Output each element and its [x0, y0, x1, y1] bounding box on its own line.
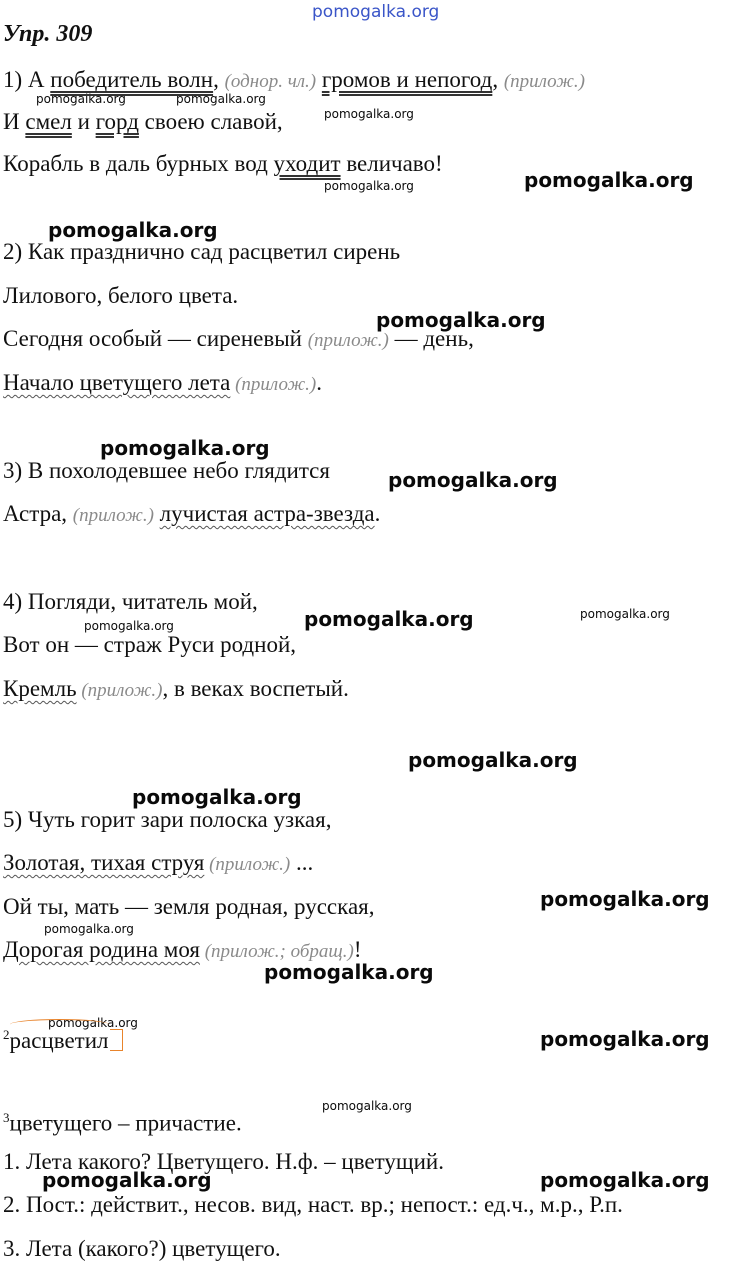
watermark: pomogalka.org: [304, 607, 474, 631]
watermark: pomogalka.org: [176, 92, 266, 106]
appositive: лучистая астра-звезда: [159, 501, 375, 526]
text: ,: [492, 67, 504, 92]
text: .: [316, 370, 322, 395]
morph-word-text: расцветил: [9, 1027, 109, 1053]
watermark: pomogalka.org: [48, 218, 218, 242]
sentence-1-line-2: [3, 108, 283, 136]
sentence-1-line-3: [3, 150, 443, 178]
watermark: pomogalka.org: [42, 1168, 212, 1192]
watermark-top[interactable]: pomogalka.org: [312, 2, 440, 22]
text: своею славой,: [138, 109, 283, 134]
analysis-head: [3, 1104, 242, 1138]
sentence-5-line-4: [3, 936, 362, 966]
annotation: (прилож.): [72, 505, 154, 526]
text: !: [353, 937, 362, 962]
text: и: [71, 109, 96, 134]
sentence-3-line-2: [3, 500, 380, 530]
text: — день,: [388, 326, 474, 351]
annotation: (прилож.): [76, 680, 163, 701]
sentence-2-line-4: [3, 369, 322, 399]
predicate: смел: [25, 109, 72, 134]
watermark: pomogalka.org: [324, 107, 414, 121]
sentence-4-line-1: 4) Погляди, читатель мой,: [3, 589, 258, 614]
sentence-2-line-2: Лилового, белого цвета.: [3, 283, 239, 308]
text: .: [374, 501, 381, 526]
text: Астра,: [3, 501, 73, 526]
annotation: (прилож.): [503, 71, 585, 92]
watermark: pomogalka.org: [580, 607, 670, 621]
sentence-3-line-1: 3) В похолодевшее небо глядится: [3, 458, 330, 483]
text: ,: [213, 67, 225, 92]
watermark: pomogalka.org: [132, 785, 302, 809]
sentence-5-line-2: [3, 849, 313, 879]
text: ...: [290, 850, 314, 875]
watermark: pomogalka.org: [540, 887, 710, 911]
predicate: уходит: [273, 151, 341, 176]
annotation: (прилож.): [307, 330, 389, 351]
annotation: (однор. чл.): [224, 71, 317, 92]
watermark: pomogalka.org: [388, 468, 558, 492]
sentence-4-line-2: Вот он — страж Руси родной,: [3, 632, 297, 657]
analysis-point-3: 3. Лета (какого?) цветущего.: [3, 1236, 281, 1261]
sentence-2-line-3: [3, 325, 474, 355]
sentence-1-line-1: [3, 66, 585, 96]
watermark: pomogalka.org: [48, 1016, 138, 1030]
text: величаво!: [340, 151, 443, 176]
appositive: Дорогая родина моя: [3, 937, 200, 962]
annotation: (прилож.): [204, 854, 291, 875]
watermark: pomogalka.org: [264, 960, 434, 984]
analysis-point-1: 1. Лета какого? Цветущего. Н.ф. – цветущий.: [3, 1149, 444, 1174]
morphemic-parse: [3, 1021, 109, 1055]
watermark: pomogalka.org: [322, 1099, 412, 1113]
watermark: pomogalka.org: [524, 168, 694, 192]
annotation: (прилож.; обращ.): [199, 941, 354, 962]
text: Корабль в даль бурных вод: [3, 151, 274, 176]
text: И: [3, 109, 26, 134]
appositive: Начало цветущего лета: [3, 370, 231, 395]
sentence-2-line-1: 2) Как празднично сад расцветил сирень: [3, 239, 401, 264]
watermark: pomogalka.org: [44, 922, 134, 936]
analysis-head-text: цветущего – причастие.: [9, 1110, 242, 1136]
appositive: громов и непогод: [321, 67, 493, 92]
root-mark: [10, 1019, 109, 1030]
footnote-number: 2: [3, 1027, 10, 1042]
appositive: Золотая, тихая струя: [3, 850, 205, 875]
morph-word: [10, 1027, 109, 1055]
annotation: (прилож.): [230, 374, 317, 395]
watermark: pomogalka.org: [36, 92, 126, 106]
sentence-5-line-3: Ой ты, мать — земля родная, русская,: [3, 894, 375, 919]
text: 1) А: [3, 67, 51, 92]
subject: победитель волн: [50, 67, 214, 92]
watermark: pomogalka.org: [324, 179, 414, 193]
watermark: pomogalka.org: [540, 1168, 710, 1192]
sentence-4-line-3: [3, 675, 349, 705]
watermark: pomogalka.org: [84, 619, 174, 633]
ending-box: [110, 1029, 123, 1051]
footnote-number: 3: [3, 1110, 10, 1125]
appositive: Кремль: [3, 676, 77, 701]
predicate: горд: [95, 109, 139, 134]
text: Сегодня особый — сиреневый: [3, 326, 308, 351]
watermark: pomogalka.org: [100, 436, 270, 460]
watermark: pomogalka.org: [540, 1027, 710, 1051]
text: , в веках воспетый.: [162, 676, 349, 701]
exercise-title: Упр. 309: [3, 21, 93, 47]
watermark: pomogalka.org: [408, 748, 578, 772]
analysis-point-2: 2. Пост.: действит., несов. вид, наст. вр.; непост.: ед.ч., м.р., Р.п.: [3, 1192, 623, 1217]
watermark: pomogalka.org: [376, 308, 546, 332]
sentence-5-line-1: 5) Чуть горит зари полоска узкая,: [3, 807, 332, 832]
